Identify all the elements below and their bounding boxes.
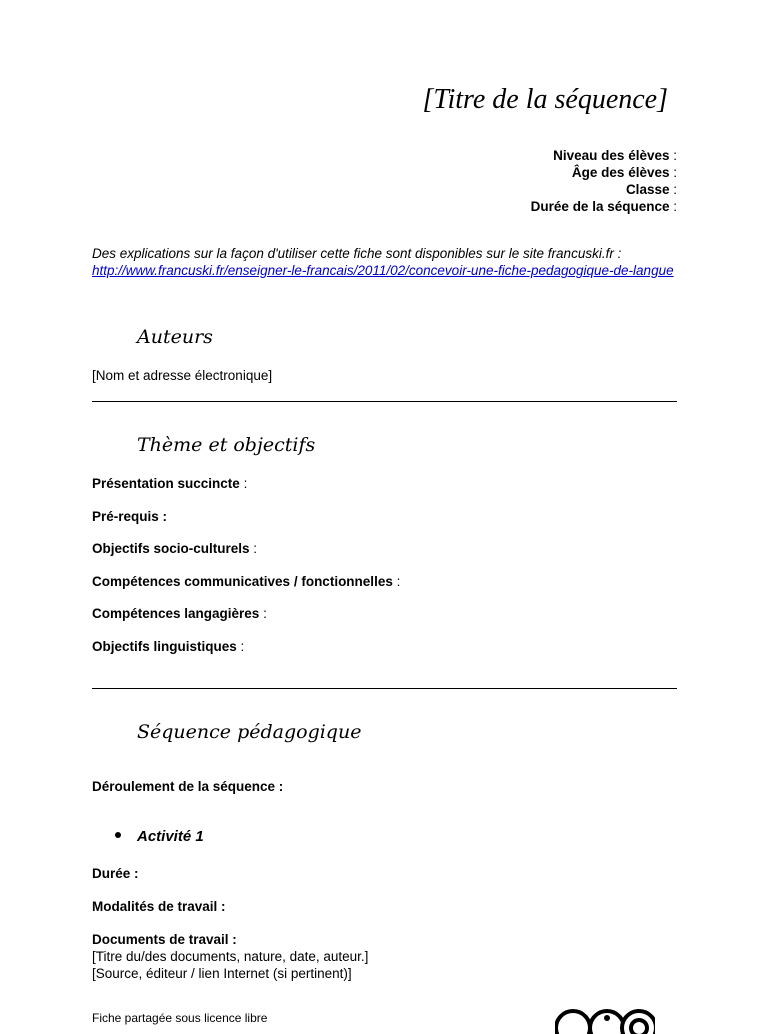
activity-label: Activité 1: [137, 828, 204, 845]
documents-line-1: [Titre du/des documents, nature, date, auteur.]: [92, 949, 369, 964]
meta-niveau: Niveau des élèves :: [553, 148, 677, 163]
documents-label: Documents de travail :: [92, 932, 237, 947]
intro-paragraph: [92, 245, 682, 279]
field-presentation: Présentation succincte :: [92, 476, 248, 491]
footer-license-text: Fiche partagée sous licence libre: [92, 1011, 268, 1025]
divider: [92, 688, 677, 689]
field-competences-lang: Compétences langagières :: [92, 606, 267, 621]
creative-commons-icons: [555, 1004, 655, 1034]
authors-heading: Auteurs: [137, 326, 213, 348]
meta-classe: Classe :: [625, 182, 677, 197]
authors-placeholder: [Nom et adresse électronique]: [92, 368, 273, 383]
intro-link[interactable]: http://www.francuski.fr/enseigner-le-francais/2011/02/concevoir-une-fiche-pedagogique-de-langue: [92, 263, 674, 278]
documents-line-2: [Source, éditeur / lien Internet (si pertinent)]: [92, 966, 352, 981]
meta-age: Âge des élèves :: [571, 165, 677, 180]
field-prerequis: Pré-requis :: [92, 509, 168, 524]
field-objectifs-socio: Objectifs socio-culturels :: [92, 541, 258, 556]
bullet-icon: [115, 832, 121, 838]
activity-item: [115, 828, 204, 845]
deroulement-label: Déroulement de la séquence :: [92, 779, 284, 794]
documents-block: [92, 931, 368, 982]
modalites-label: Modalités de travail :: [92, 899, 226, 914]
page-title: [Titre de la séquence]: [422, 84, 668, 115]
divider: [92, 401, 677, 402]
field-objectifs-ling: Objectifs linguistiques :: [92, 639, 245, 654]
field-competences-comm: Compétences communicatives / fonctionnelles :: [92, 574, 401, 589]
duree-label: Durée :: [92, 866, 139, 881]
theme-heading: Thème et objectifs: [137, 434, 316, 456]
meta-duree: Durée de la séquence :: [530, 199, 677, 214]
sequence-heading: Séquence pédagogique: [137, 721, 362, 743]
intro-text: Des explications sur la façon d'utiliser cette fiche sont disponibles sur le site francuski.fr :: [92, 246, 622, 261]
meta-block: [531, 147, 677, 215]
